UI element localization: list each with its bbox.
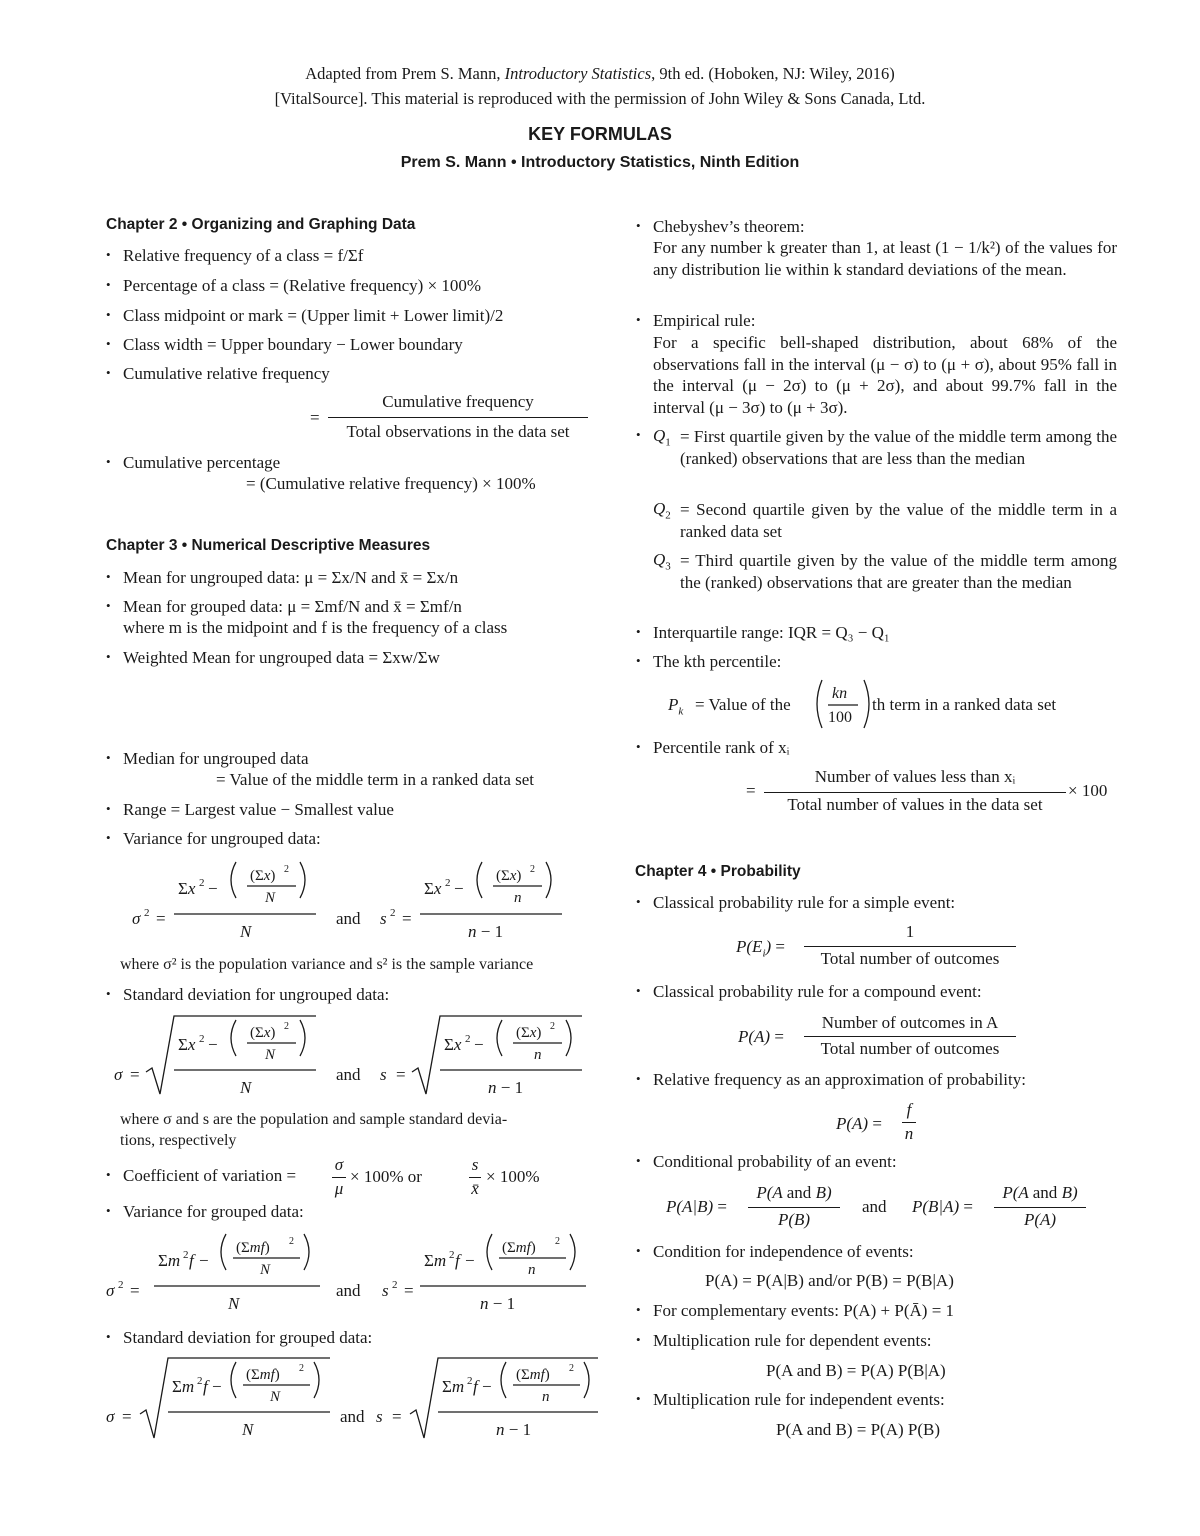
svg-text:Σm: Σm — [158, 1251, 181, 1270]
mult-independent-label: • Multiplication rule for independent events: — [653, 1390, 945, 1410]
kth-percentile-label: • The kth percentile: — [653, 652, 781, 672]
svg-text:−: − — [199, 1251, 209, 1270]
svg-text:n − 1: n − 1 — [496, 1420, 532, 1439]
svg-text:s: s — [382, 1281, 389, 1300]
sd-ungrouped-formula — [100, 1010, 600, 1105]
formula-percentage: • Percentage of a class = (Relative frequency) × 100% — [123, 276, 481, 296]
relative-frequency-approx-label: • Relative frequency as an approximation of probability: — [653, 1070, 1026, 1090]
svg-text:N: N — [270, 1389, 281, 1405]
formula-sd-grouped: • Standard deviation for grouped data: — [123, 1328, 372, 1348]
chebyshev-text: For any number k greater than 1, at least (1 − 1/k²) of the values for any distribution lie within k standard deviations of the mean. — [653, 238, 1117, 279]
svg-text:=: = — [156, 909, 166, 928]
svg-text:2: 2 — [199, 877, 205, 889]
compound-numerator: Number of outcomes in A — [821, 1013, 999, 1032]
formula-mean-grouped: • Mean for grouped data: μ = Σmf/N and x̄ = Σmf/n — [123, 597, 462, 617]
svg-text:f: f — [203, 1377, 208, 1396]
svg-text:2: 2 — [144, 907, 150, 919]
svg-text:−: − — [454, 879, 464, 898]
formula-class-width: • Class width = Upper boundary − Lower boundary — [123, 335, 463, 355]
svg-text:−: − — [482, 1377, 492, 1396]
formula-cumulative-percentage: • Cumulative percentage — [123, 453, 280, 473]
svg-text:N: N — [240, 1078, 252, 1097]
q1-symbol: • $Q_1$ — [653, 426, 671, 448]
svg-text:(Σmf): (Σmf) — [516, 1367, 550, 1383]
sd-note-line1: where σ and s are the population and sample standard devia- — [120, 1111, 508, 1128]
svg-text:N: N — [242, 1420, 254, 1439]
conditional-formula-b: P(B|A) = — [912, 1197, 973, 1216]
svg-text:(Σx): (Σx) — [250, 1025, 276, 1041]
svg-text:Σm: Σm — [424, 1251, 447, 1270]
svg-text:2: 2 — [284, 1021, 289, 1032]
svg-text:n − 1: n − 1 — [468, 922, 504, 941]
mult-dependent-label: • Multiplication rule for dependent events: — [653, 1331, 932, 1351]
svg-text:2: 2 — [183, 1249, 189, 1261]
percentile-rank-tail: × 100 — [1068, 781, 1108, 800]
formula-range: • Range = Largest value − Smallest value — [123, 800, 394, 820]
simple-numerator: 1 — [905, 922, 915, 941]
conditional-formula-a: P(A|B) = — [666, 1197, 727, 1216]
svg-text:s: s — [380, 909, 387, 928]
svg-text:σ: σ — [114, 1065, 123, 1084]
mult-independent-equation: P(A and B) = P(A) P(B) — [776, 1420, 941, 1439]
formula-variance-grouped: • Variance for grouped data: — [123, 1202, 304, 1222]
compound-denominator: Total number of outcomes — [820, 1039, 1000, 1058]
chapter-2-heading: Chapter 2 • Organizing and Graphing Data — [106, 216, 416, 233]
svg-text:2: 2 — [199, 1033, 205, 1045]
formula-weighted-mean: • Weighted Mean for ungrouped data = Σxw/Σw — [123, 648, 440, 668]
svg-text:and: and — [340, 1407, 365, 1426]
svg-text:2: 2 — [284, 864, 289, 875]
svg-text:2: 2 — [118, 1279, 124, 1291]
svg-text:n − 1: n − 1 — [488, 1078, 524, 1097]
chapter-4-heading: Chapter 4 • Probability — [635, 863, 801, 880]
svg-text:and: and — [336, 1281, 361, 1300]
q1-definition: = First quartile given by the value of the middle term among the (ranked) observations that are less than the median — [680, 427, 1117, 468]
classical-compound-label: • Classical probability rule for a compound event: — [653, 982, 982, 1002]
svg-text:n: n — [528, 1262, 536, 1278]
svg-text:2: 2 — [467, 1375, 473, 1387]
svg-text:2: 2 — [555, 1236, 560, 1247]
kth-tail: th term in a ranked data set — [872, 695, 1057, 714]
variance-grouped-formula — [100, 1228, 600, 1318]
svg-text:−: − — [465, 1251, 475, 1270]
svg-text:n: n — [542, 1389, 550, 1405]
cum-rel-numerator: Cumulative frequency — [382, 392, 534, 411]
svg-text:n: n — [534, 1047, 542, 1063]
svg-text:2: 2 — [550, 1021, 555, 1032]
svg-text:2: 2 — [530, 864, 535, 875]
variance-ungrouped-formula — [100, 856, 600, 946]
median-equation: = Value of the middle term in a ranked data set — [216, 770, 535, 789]
svg-text:−: − — [474, 1035, 484, 1054]
formula-sd-ungrouped: • Standard deviation for ungrouped data: — [123, 985, 389, 1005]
cum-rel-denominator: Total observations in the data set — [346, 422, 570, 441]
independence-equation: P(A) = P(A|B) and/or P(B) = P(B|A) — [705, 1271, 954, 1290]
svg-text:2: 2 — [569, 1363, 574, 1374]
svg-text:Σx: Σx — [444, 1035, 462, 1054]
svg-text:=: = — [396, 1065, 406, 1084]
svg-text:Σx: Σx — [178, 879, 196, 898]
formula-variance-ungrouped: • Variance for ungrouped data: — [123, 829, 321, 849]
svg-text:(Σmf): (Σmf) — [246, 1367, 280, 1383]
svg-text:σ: σ — [132, 909, 141, 928]
svg-text:2: 2 — [390, 907, 396, 919]
classical-simple-label: • Classical probability rule for a simple event: — [653, 893, 955, 913]
empirical-label: • Empirical rule: — [653, 311, 755, 331]
q3-definition: = Third quartile given by the value of the middle term among the (ranked) observations that are greater than the median — [680, 551, 1117, 592]
svg-text:−: − — [208, 879, 218, 898]
svg-text:(Σx): (Σx) — [250, 868, 276, 884]
percentile-rank-denominator: Total number of values in the data set — [787, 795, 1043, 814]
svg-text:2: 2 — [197, 1375, 203, 1387]
page-subtitle: Prem S. Mann • Introductory Statistics, Ninth Edition — [400, 154, 800, 171]
title-block — [0, 124, 1200, 172]
percentile-rank-label: • Percentile rank of xᵢ — [653, 738, 789, 758]
chebyshev-label: • Chebyshev’s theorem: — [653, 217, 805, 237]
svg-text:kn: kn — [832, 685, 848, 702]
svg-text:n − 1: n − 1 — [480, 1294, 516, 1313]
svg-text:N: N — [265, 890, 276, 906]
sd-grouped-formula — [100, 1352, 600, 1447]
svg-text:2: 2 — [392, 1279, 398, 1291]
svg-text:Σm: Σm — [172, 1377, 195, 1396]
p-ei-symbol: $P(E_i)$ = — [736, 937, 786, 960]
svg-text:=: = — [392, 1407, 402, 1426]
svg-text:s: s — [376, 1407, 383, 1426]
independence-label: • Condition for independence of events: — [653, 1242, 914, 1262]
formula-coefficient-of-variation: • Coefficient of variation = — [123, 1166, 296, 1186]
conditional-label: • Conditional probability of an event: — [653, 1152, 897, 1172]
p-a-symbol: P(A) = — [738, 1027, 784, 1046]
formula-median: • Median for ungrouped data — [123, 749, 309, 769]
svg-text:Σx: Σx — [424, 879, 442, 898]
svg-text:2: 2 — [445, 877, 451, 889]
q2-symbol: $Q_2$ — [653, 499, 671, 522]
cum-pct-equation: = (Cumulative relative frequency) × 100% — [246, 474, 536, 493]
sd-note-line2: tions, respectively — [120, 1132, 237, 1149]
svg-text:N: N — [240, 922, 252, 941]
svg-text:(Σx): (Σx) — [496, 868, 522, 884]
svg-text:N: N — [228, 1294, 240, 1313]
complementary-formula: • For complementary events: P(A) + P(Ā) = 1 — [653, 1301, 954, 1321]
svg-text:−: − — [212, 1377, 222, 1396]
svg-text:Σm: Σm — [442, 1377, 465, 1396]
variance-note: where σ² is the population variance and s² is the sample variance — [120, 956, 534, 973]
svg-text:s: s — [380, 1065, 387, 1084]
svg-text:and: and — [336, 1065, 361, 1084]
q3-symbol: $Q_3$ — [653, 550, 671, 573]
svg-text:100: 100 — [828, 709, 852, 726]
mean-grouped-note: where m is the midpoint and f is the frequency of a class — [123, 618, 508, 637]
svg-text:and: and — [336, 909, 361, 928]
svg-text:=: = — [122, 1407, 132, 1426]
svg-text:N: N — [260, 1262, 271, 1278]
svg-text:N: N — [265, 1047, 276, 1063]
q2-definition: = Second quartile given by the value of the middle term in a ranked data set — [680, 500, 1117, 541]
pk-symbol: $P_k$ — [668, 695, 684, 718]
svg-text:Σx: Σx — [178, 1035, 196, 1054]
svg-text:=: = — [130, 1065, 140, 1084]
empirical-text: For a specific bell-shaped distribution, about 68% of the observations fall in the interval (μ − σ) to (μ + σ), about 95% fall in the interval (μ − 2σ) to (μ + 2σ), and about 99.7% fall in the interval (μ − 3σ) to (μ + 3σ). — [653, 333, 1117, 417]
formula-iqr: • Interquartile range: IQR = Q₃ − Q₁ — [653, 623, 890, 643]
svg-text:=: = — [130, 1281, 140, 1300]
svg-text:=: = — [404, 1281, 414, 1300]
chapter-3-heading: Chapter 3 • Numerical Descriptive Measures — [106, 537, 431, 554]
simple-denominator: Total number of outcomes — [820, 949, 1000, 968]
formula-relative-frequency: • Relative frequency of a class = f/Σf — [123, 246, 363, 266]
formula-mean-ungrouped: • Mean for ungrouped data: μ = Σx/N and x̄ = Σx/n — [123, 568, 458, 588]
credit-note: Adapted from Prem S. Mann, Introductory Statistics, 9th ed. (Hoboken, NJ: Wiley, 2016) [VitalSource]. This material is reproduced with the permission of John Wiley & Sons Canada, Ltd. — [274, 64, 926, 108]
mult-dependent-equation: P(A and B) = P(A) P(B|A) — [766, 1361, 946, 1380]
svg-text:2: 2 — [289, 1236, 294, 1247]
formula-class-midpoint: • Class midpoint or mark = (Upper limit + Lower limit)/2 — [123, 306, 503, 326]
svg-text:−: − — [208, 1035, 218, 1054]
svg-text:2: 2 — [465, 1033, 471, 1045]
svg-text:σ: σ — [106, 1407, 115, 1426]
percentile-rank-numerator: Number of values less than xᵢ — [814, 767, 1016, 786]
page-title: KEY FORMULAS — [528, 124, 672, 144]
svg-text:=: = — [402, 909, 412, 928]
kth-equation: = Value of the — [695, 695, 791, 714]
svg-text:n: n — [514, 890, 522, 906]
svg-text:f: f — [455, 1251, 460, 1270]
svg-text:f: f — [189, 1251, 194, 1270]
cv-tail-1: × 100% or — [350, 1167, 422, 1186]
svg-text:f: f — [473, 1377, 478, 1396]
svg-text:2: 2 — [299, 1363, 304, 1374]
svg-text:(Σmf): (Σmf) — [502, 1240, 536, 1256]
svg-text:(Σmf): (Σmf) — [236, 1240, 270, 1256]
formula-cumulative-relative-frequency: • Cumulative relative frequency — [123, 364, 330, 384]
kn-over-100 — [812, 676, 874, 732]
relfreq-formula: P(A) = — [836, 1114, 882, 1133]
svg-text:σ: σ — [106, 1281, 115, 1300]
cv-tail-2: × 100% — [486, 1167, 540, 1186]
svg-text:2: 2 — [449, 1249, 455, 1261]
svg-text:(Σx): (Σx) — [516, 1025, 542, 1041]
